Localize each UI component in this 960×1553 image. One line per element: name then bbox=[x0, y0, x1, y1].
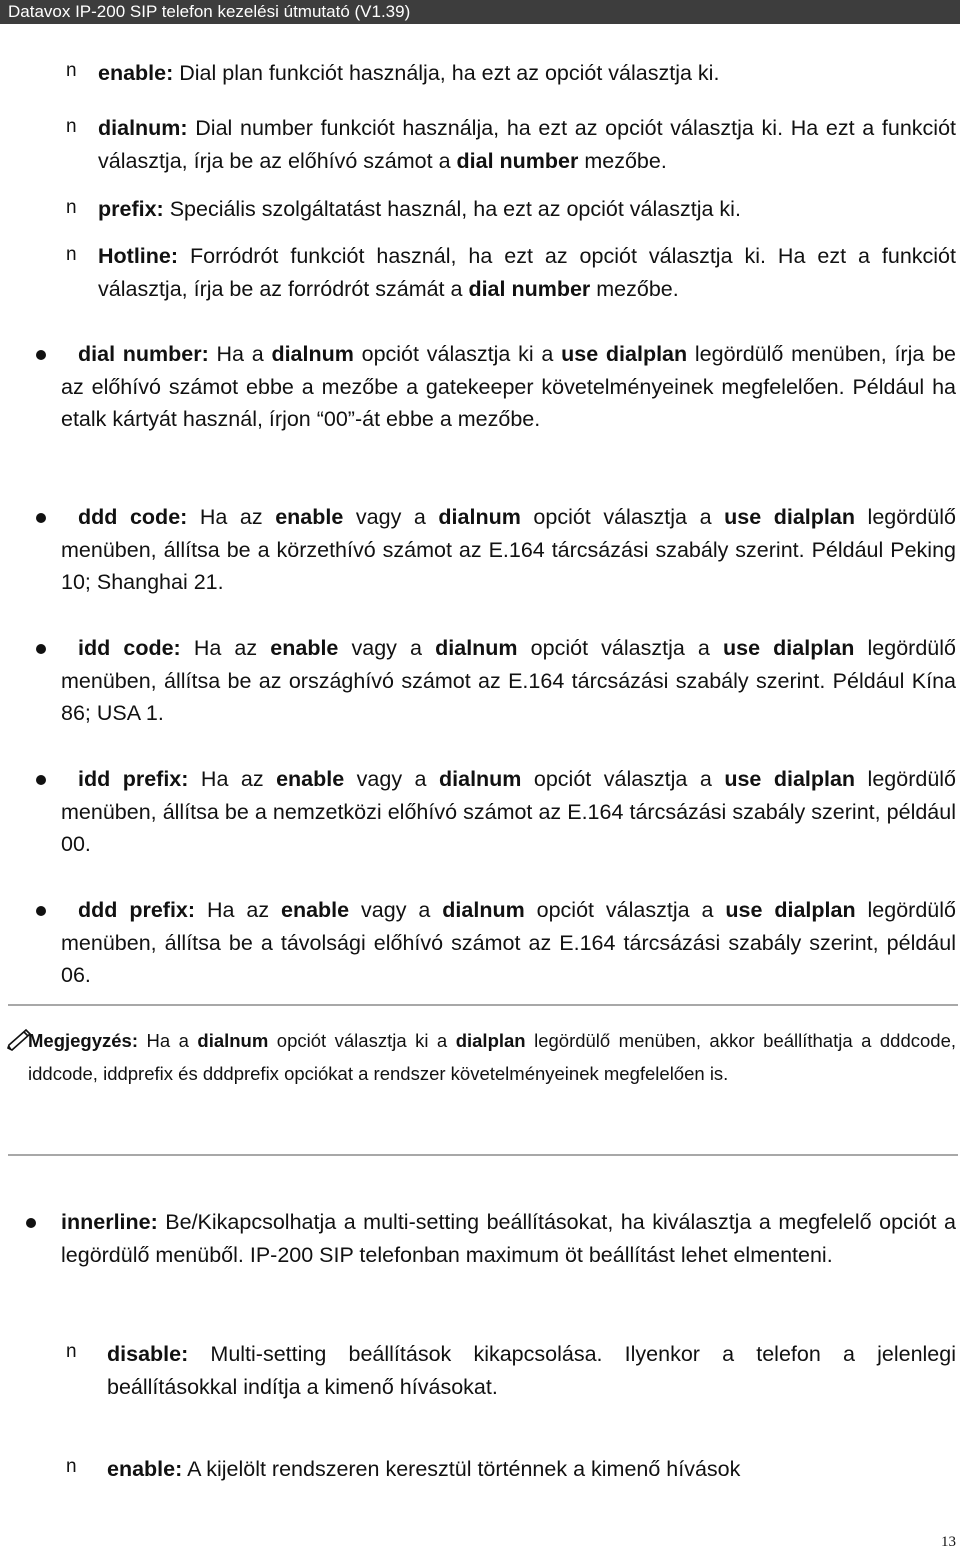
list-marker: n bbox=[66, 197, 77, 218]
note-top-divider bbox=[8, 1004, 958, 1006]
list-item-prefix: prefix: Speciális szolgáltatást használ, ha ezt az opciót választja ki. bbox=[98, 197, 741, 221]
list-marker: n bbox=[66, 1341, 77, 1362]
bullet-dot-icon bbox=[36, 775, 46, 785]
param-ddd-code: ddd code: Ha az enable vagy a dialnum opciót választja a use dialplan legördülő menüben, állítsa be a körzethívó számot az E.164 tárcsázási szabály szerint. Például Peking 10; Shanghai 21. bbox=[61, 505, 956, 594]
page-number: 13 bbox=[941, 1534, 956, 1550]
bullet-dot-icon bbox=[36, 350, 46, 360]
list-marker: n bbox=[66, 116, 77, 137]
list-item-enable: enable: Dial plan funkciót használja, ha ezt az opciót választja ki. bbox=[98, 61, 720, 85]
param-dial-number: dial number: Ha a dialnum opciót választja ki a use dialplan legördülő menüben, írja be az előhívó számot ebbe a mezőbe a gatekeeper követelményeinek megfelelően. Például ha etalk kártyát használ, írjon “00”-át ebbe a mezőbe. bbox=[61, 342, 956, 431]
list-marker: n bbox=[66, 1456, 77, 1477]
bullet-dot-icon bbox=[26, 1218, 36, 1228]
note-text: Ha a dialnum opciót választja ki a dialplan legördülő menüben, akkor beállíthatja a dddcode, iddcode, iddprefix és dddprefix opciókat a rendszer követelményeinek megfelelően is. bbox=[28, 1030, 957, 1084]
list-marker: n bbox=[66, 60, 77, 81]
page-header bbox=[0, 0, 960, 24]
param-idd-code: idd code: Ha az enable vagy a dialnum opciót választja a use dialplan legördülő menüben, állítsa be az országhívó számot az E.164 tárcsázási szabály szerint. Például Kína 86; USA 1. bbox=[61, 636, 956, 725]
note-bottom-divider bbox=[8, 1154, 958, 1156]
list-item-disable: disable: Multi-setting beállítások kikapcsolása. Ilyenkor a telefon a jelenlegi beállításokkal indítja a kimenő hívásokat. bbox=[107, 1342, 956, 1399]
list-item-enable-innerline: enable: A kijelölt rendszeren keresztül történnek a kimenő hívások bbox=[107, 1457, 741, 1481]
bullet-dot-icon bbox=[36, 644, 46, 654]
param-idd-prefix: idd prefix: Ha az enable vagy a dialnum opciót választja a use dialplan legördülő menüben, állítsa be a nemzetközi előhívó számot az E.164 tárcsázási szabály szerint, például 00. bbox=[61, 767, 957, 856]
list-item-dialnum: dialnum: Dial number funkciót használja, ha ezt az opciót választja ki. Ha ezt a funkciót választja, írja be az előhívó számot a dial number mezőbe. bbox=[98, 116, 956, 173]
list-marker: n bbox=[66, 244, 77, 265]
header-title: Datavox IP-200 SIP telefon kezelési útmutató (V1.39) bbox=[8, 2, 411, 21]
bullet-dot-icon bbox=[36, 906, 46, 916]
param-innerline: innerline: Be/Kikapcsolhatja a multi-setting beállításokat, ha kiválasztja a megfelelő opciót a legördülő menüből. IP-200 SIP telefonban maximum öt beállítást lehet elmenteni. bbox=[61, 1210, 956, 1267]
note-label: Megjegyzés: bbox=[28, 1030, 139, 1051]
list-item-hotline: Hotline: Forródrót funkciót használ, ha ezt az opciót választja ki. Ha ezt a funkciót választja, írja be az forródrót számát a dial number mezőbe. bbox=[98, 244, 956, 301]
term: enable: bbox=[98, 61, 174, 85]
param-ddd-prefix: ddd prefix: Ha az enable vagy a dialnum opciót választja a use dialplan legördülő menüben, állítsa be a távolsági előhívó számot az E.164 tárcsázási szabály szerint, például 06. bbox=[61, 898, 956, 987]
bullet-dot-icon bbox=[36, 513, 46, 523]
